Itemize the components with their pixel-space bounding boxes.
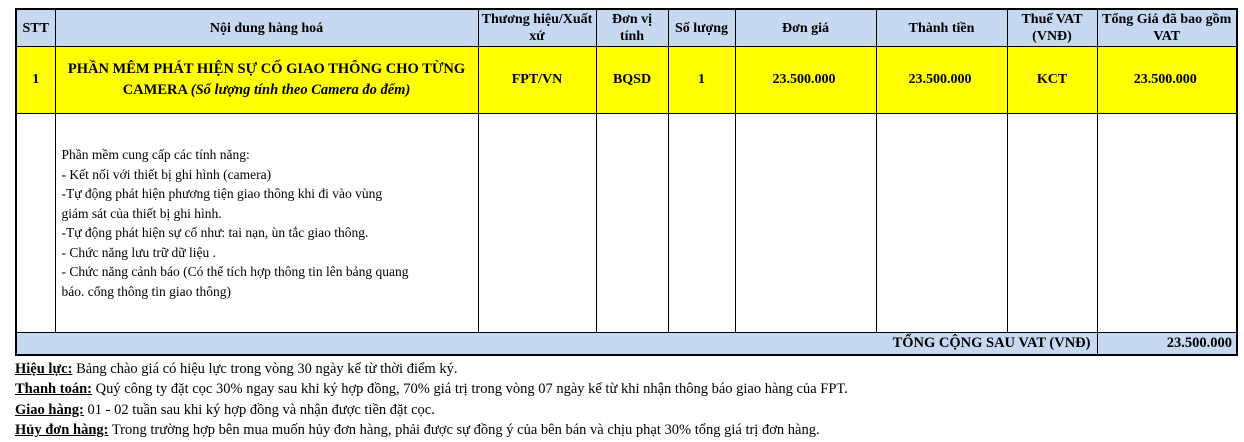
note-validity-text: Bảng chào giá có hiệu lực trong vòng 30 ngày kể từ thời điểm ký.	[72, 361, 458, 377]
note-cancellation-text: Trong trường hợp bên mua muốn hủy đơn hàng, phải được sự đồng ý của bên bán và chịu phạt 30% tổng giá trị đơn hàng.	[108, 422, 820, 439]
quotation-table	[15, 8, 1238, 356]
item-features-cell	[55, 114, 478, 333]
feature-line: giám sát của thiết bị ghi hình.	[61, 205, 222, 221]
quotation-page	[0, 8, 1244, 441]
item-stt: 1	[16, 47, 55, 114]
total-row	[16, 333, 1237, 356]
description-row	[16, 114, 1237, 333]
note-delivery-label: Giao hàng:	[15, 401, 84, 418]
col-header-amount: Thành tiền	[876, 9, 1007, 47]
item-total: 23.500.000	[1097, 47, 1237, 114]
empty-cell	[596, 114, 668, 333]
note-validity	[15, 359, 1244, 379]
col-header-brand-origin: Thương hiệu/Xuất xứ	[478, 9, 596, 47]
empty-cell	[735, 114, 876, 333]
item-name-note: (Số lượng tính theo Camera đo đếm)	[190, 82, 411, 98]
col-header-unit: Đơn vị tính	[596, 9, 668, 47]
item-name: PHẦN MÊM PHÁT HIỆN SỰ CỐ GIAO THÔNG CHO TỪNG CAMERA	[67, 61, 466, 98]
col-header-total-incl-vat: Tổng Giá đã bao gồm VAT	[1097, 9, 1237, 47]
note-cancellation	[15, 420, 1244, 440]
grand-total-value: 23.500.000	[1097, 333, 1237, 356]
note-validity-label: Hiệu lực:	[15, 361, 73, 377]
col-header-unit-price: Đơn giá	[735, 9, 876, 47]
note-payment-text: Quý công ty đặt cọc 30% ngay sau khi ký hợp đồng, 70% giá trị trong vòng 07 ngày kể từ khi nhận thông báo giao hàng của FPT.	[91, 381, 848, 398]
feature-line: -Tự động phát hiện phương tiện giao thông khi đi vào vùng	[61, 186, 383, 201]
item-row	[16, 47, 1237, 114]
item-brand: FPT/VN	[478, 47, 596, 114]
feature-line: - Kết nối với thiết bị ghi hình (camera)	[61, 166, 272, 182]
item-quantity: 1	[668, 47, 735, 114]
note-payment-label: Thanh toán:	[15, 381, 92, 398]
note-payment	[15, 379, 1244, 399]
empty-cell	[876, 114, 1007, 333]
header-row	[16, 9, 1237, 47]
feature-line: báo. cổng thông tin giao thông)	[61, 283, 231, 299]
note-delivery	[15, 400, 1244, 420]
grand-total-label: TỔNG CỘNG SAU VAT (VNĐ)	[16, 333, 1097, 356]
col-header-item-description: Nội dung hàng hoá	[55, 9, 478, 47]
item-unit: BQSD	[596, 47, 668, 114]
terms-notes	[15, 359, 1244, 441]
note-delivery-text: 01 - 02 tuần sau khi ký hợp đồng và nhận được tiền đặt cọc.	[83, 401, 435, 418]
feature-line: - Chức năng cảnh báo (Có thể tích hợp thông tin lên bảng quang	[61, 264, 409, 279]
col-header-stt: STT	[16, 9, 55, 47]
feature-line: - Chức năng lưu trữ dữ liệu .	[61, 244, 216, 260]
empty-cell	[478, 114, 596, 333]
col-header-quantity: Số lượng	[668, 9, 735, 47]
item-vat: KCT	[1007, 47, 1097, 114]
feature-line: Phần mềm cung cấp các tính năng:	[61, 147, 250, 162]
empty-cell	[1097, 114, 1237, 333]
item-amount: 23.500.000	[876, 47, 1007, 114]
empty-cell	[1007, 114, 1097, 333]
col-header-vat: Thuế VAT (VNĐ)	[1007, 9, 1097, 47]
note-cancellation-label: Hủy đơn hàng:	[15, 422, 109, 439]
empty-cell	[16, 114, 55, 333]
feature-line: -Tự động phát hiện sự cố như: tai nạn, ùn tắc giao thông.	[61, 225, 369, 240]
item-name-cell	[55, 47, 478, 114]
item-unit-price: 23.500.000	[735, 47, 876, 114]
empty-cell	[668, 114, 735, 333]
